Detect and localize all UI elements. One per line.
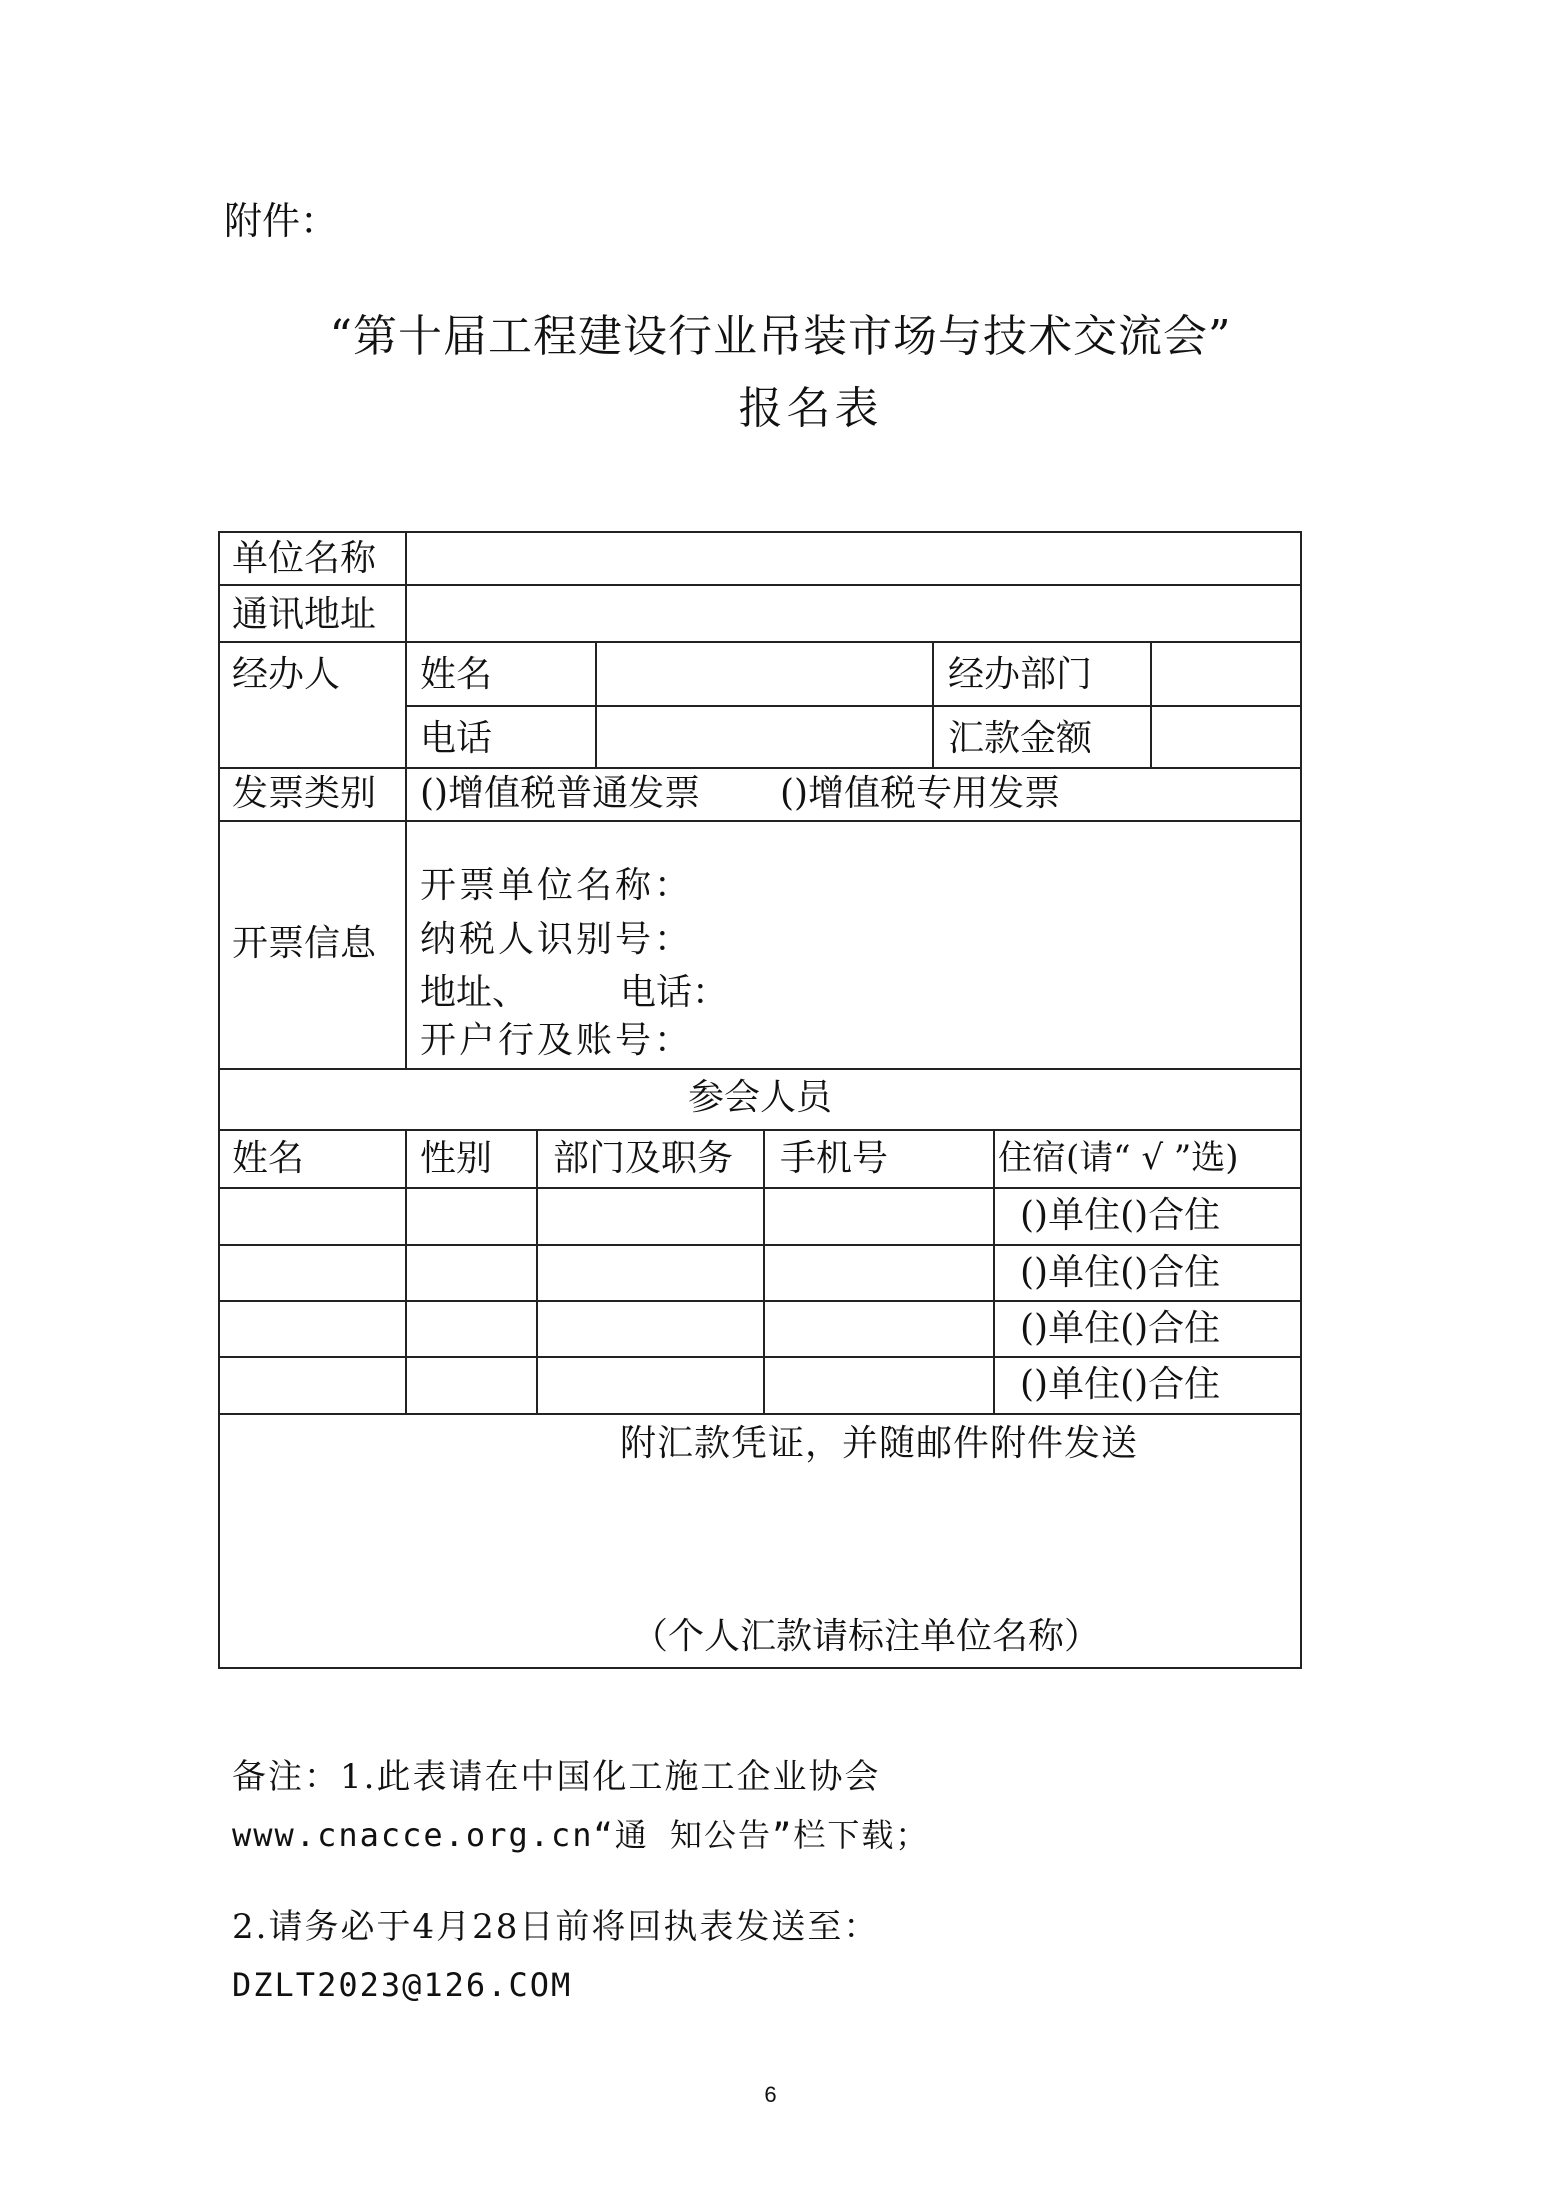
accommodation-option: ()单住()合住 — [1020, 1364, 1221, 1405]
row-divider — [220, 1413, 1300, 1415]
column-divider — [932, 641, 934, 767]
notes-line-3: 2.请务必于4月28日前将回执表发送至： — [232, 1907, 880, 1947]
notes-line-1: 备注：1.此表请在中国化工施工企业协会 — [232, 1757, 881, 1797]
invoice-type-special: ()增值税专用发票 — [780, 773, 1061, 814]
column-divider — [993, 1129, 995, 1413]
row-divider — [220, 1187, 1300, 1189]
remit-note: 附汇款凭证，并随邮件附件发送 — [620, 1423, 1139, 1464]
notes-email: DZLT2023@126.COM — [232, 1966, 573, 2004]
notes-spacer — [232, 1864, 929, 1898]
accommodation-option: ()单住()合住 — [1020, 1308, 1221, 1349]
row-divider — [220, 641, 1300, 643]
invoice-info-label: 开票信息 — [232, 923, 377, 964]
column-divider — [536, 1129, 538, 1413]
registration-table — [218, 531, 1302, 1669]
page-number: 6 — [764, 2082, 777, 2107]
attachment-label: 附件： — [224, 199, 339, 243]
col-name: 姓名 — [232, 1138, 305, 1179]
row-divider — [220, 1300, 1300, 1302]
col-gender: 性别 — [420, 1138, 493, 1179]
unit-name-label: 单位名称 — [232, 538, 377, 579]
row-divider — [220, 1129, 1300, 1131]
invoice-phone: 电话： — [620, 972, 729, 1013]
handler-label: 经办人 — [232, 654, 341, 695]
accommodation-option: ()单住()合住 — [1020, 1252, 1221, 1293]
invoice-unit-name: 开票单位名称： — [420, 865, 694, 906]
invoice-type-normal: ()增值税普通发票 — [420, 773, 701, 814]
handler-phone-label: 电话 — [420, 718, 493, 759]
column-divider — [1150, 641, 1152, 767]
row-divider — [220, 1356, 1300, 1358]
col-accommodation: 住宿(请“ √ ”选) — [998, 1138, 1239, 1178]
column-divider — [405, 533, 407, 1068]
column-divider — [595, 641, 597, 767]
notes-section — [232, 1748, 929, 2014]
amount-label: 汇款金额 — [948, 718, 1093, 759]
address-label: 通讯地址 — [232, 594, 377, 635]
row-divider — [220, 1068, 1300, 1070]
form-title: “第十届工程建设行业吊装市场与技术交流会” — [329, 311, 1232, 362]
form-subtitle: 报名表 — [738, 383, 883, 434]
handler-dept-label: 经办部门 — [948, 654, 1093, 695]
row-divider — [220, 820, 1300, 822]
invoice-address: 地址、 — [420, 972, 529, 1013]
notes-line-2: www.cnacce.org.cn“通 知公告”栏下载； — [232, 1816, 930, 1854]
invoice-type-label: 发票类别 — [232, 773, 377, 814]
remit-note-personal: （个人汇款请标注单位名称） — [632, 1616, 1101, 1657]
column-divider — [763, 1129, 765, 1413]
accommodation-option: ()单住()合住 — [1020, 1195, 1221, 1236]
invoice-tax-id: 纳税人识别号： — [420, 919, 694, 960]
row-divider — [220, 1244, 1300, 1246]
row-divider — [220, 584, 1300, 586]
attendees-header: 参会人员 — [687, 1077, 832, 1118]
invoice-bank-account: 开户行及账号： — [420, 1020, 694, 1061]
col-dept-position: 部门及职务 — [553, 1138, 734, 1179]
row-divider — [220, 767, 1300, 769]
col-mobile: 手机号 — [780, 1138, 889, 1179]
row-divider — [405, 705, 1300, 707]
handler-name-label: 姓名 — [420, 654, 493, 695]
column-divider — [405, 1129, 407, 1413]
